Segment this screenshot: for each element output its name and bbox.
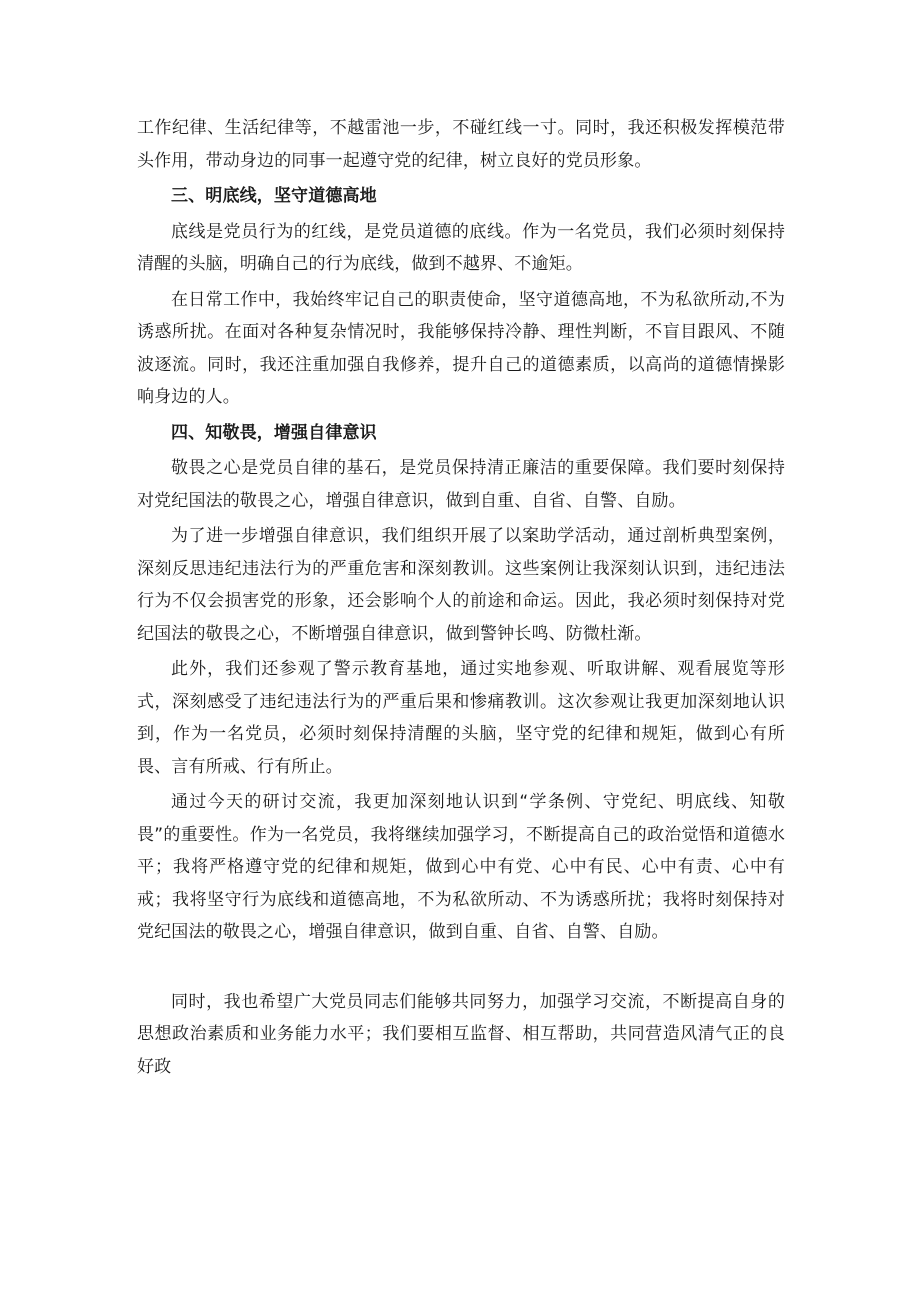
paragraph-daily-work: 在日常工作中，我始终牢记自己的职责使命，坚守道德高地，不为私欲所动,不为诱惑所扰。在面对各种复杂情况时，我能够保持冷静、理性判断，不盲目跟风、不随波逐流。同时，我还注重加强自我修养，提升自己的道德素质，以高尚的道德情操影响身边的人。	[137, 289, 785, 407]
paragraph-awe-intro: 敬畏之心是党员自律的基石，是党员保持清正廉洁的重要保障。我们要时刻保持对党纪国法的敬畏之心，增强自律意识，做到自重、自省、自警、自励。	[137, 458, 785, 511]
paragraph-hope: 同时，我也希望广大党员同志们能够共同努力，加强学习交流，不断提高自身的思想政治素质和业务能力水平；我们要相互监督、相互帮助，共同营造风清气正的良好政	[137, 991, 785, 1077]
paragraph-warning-base: 此外，我们还参观了警示教育基地，通过实地参观、听取讲解、观看展览等形式，深刻感受了违纪违法行为的严重后果和惨痛教训。这次参观让我更加深刻地认识到，作为一名党员，必须时刻保持清醒的头脑，坚守党的纪律和规矩，做到心有所畏、言有所戒、行有所止。	[137, 659, 785, 777]
paragraph-discipline-continued: 工作纪律、生活纪律等，不越雷池一步，不碰红线一寸。同时，我还积极发挥模范带头作用，带动身边的同事一起遵守党的纪律，树立良好的党员形象。	[137, 118, 785, 171]
section-heading-bottom-line: 三、明底线，坚守道德高地	[171, 186, 377, 206]
paragraph-conclusion: 通过今天的研讨交流，我更加深刻地认识到“学条例、守党纪、明底线、知敬畏”的重要性。作为一名党员，我将继续加强学习，不断提高自己的政治觉悟和道德水平；我将严格遵守党的纪律和规矩，做到心中有党、心中有民、心中有责、心中有戒；我将坚守行为底线和道德高地，不为私欲所动、不为诱惑所扰；我将时刻保持对党纪国法的敬畏之心，增强自律意识，做到自重、自省、自警、自励。	[137, 792, 785, 942]
paragraph-gap	[137, 952, 785, 986]
paragraph-case-study: 为了进一步增强自律意识，我们组织开展了以案助学活动，通过剖析典型案例，深刻反思违纪违法行为的严重危害和深刻教训。这些案例让我深刻认识到，违纪违法行为不仅会损害党的形象，还会影响个人的前途和命运。因此，我必须时刻保持对党纪国法的敬畏之心，不断增强自律意识，做到警钟长鸣、防微杜渐。	[137, 526, 785, 644]
paragraph-bottom-line-intro: 底线是党员行为的红线，是党员道德的底线。作为一名党员，我们必须时刻保持清醒的头脑，明确自己的行为底线，做到不越界、不逾矩。	[137, 221, 785, 274]
document-page	[137, 112, 785, 1086]
section-heading-awe: 四、知敬畏，增强自律意识	[171, 422, 377, 443]
